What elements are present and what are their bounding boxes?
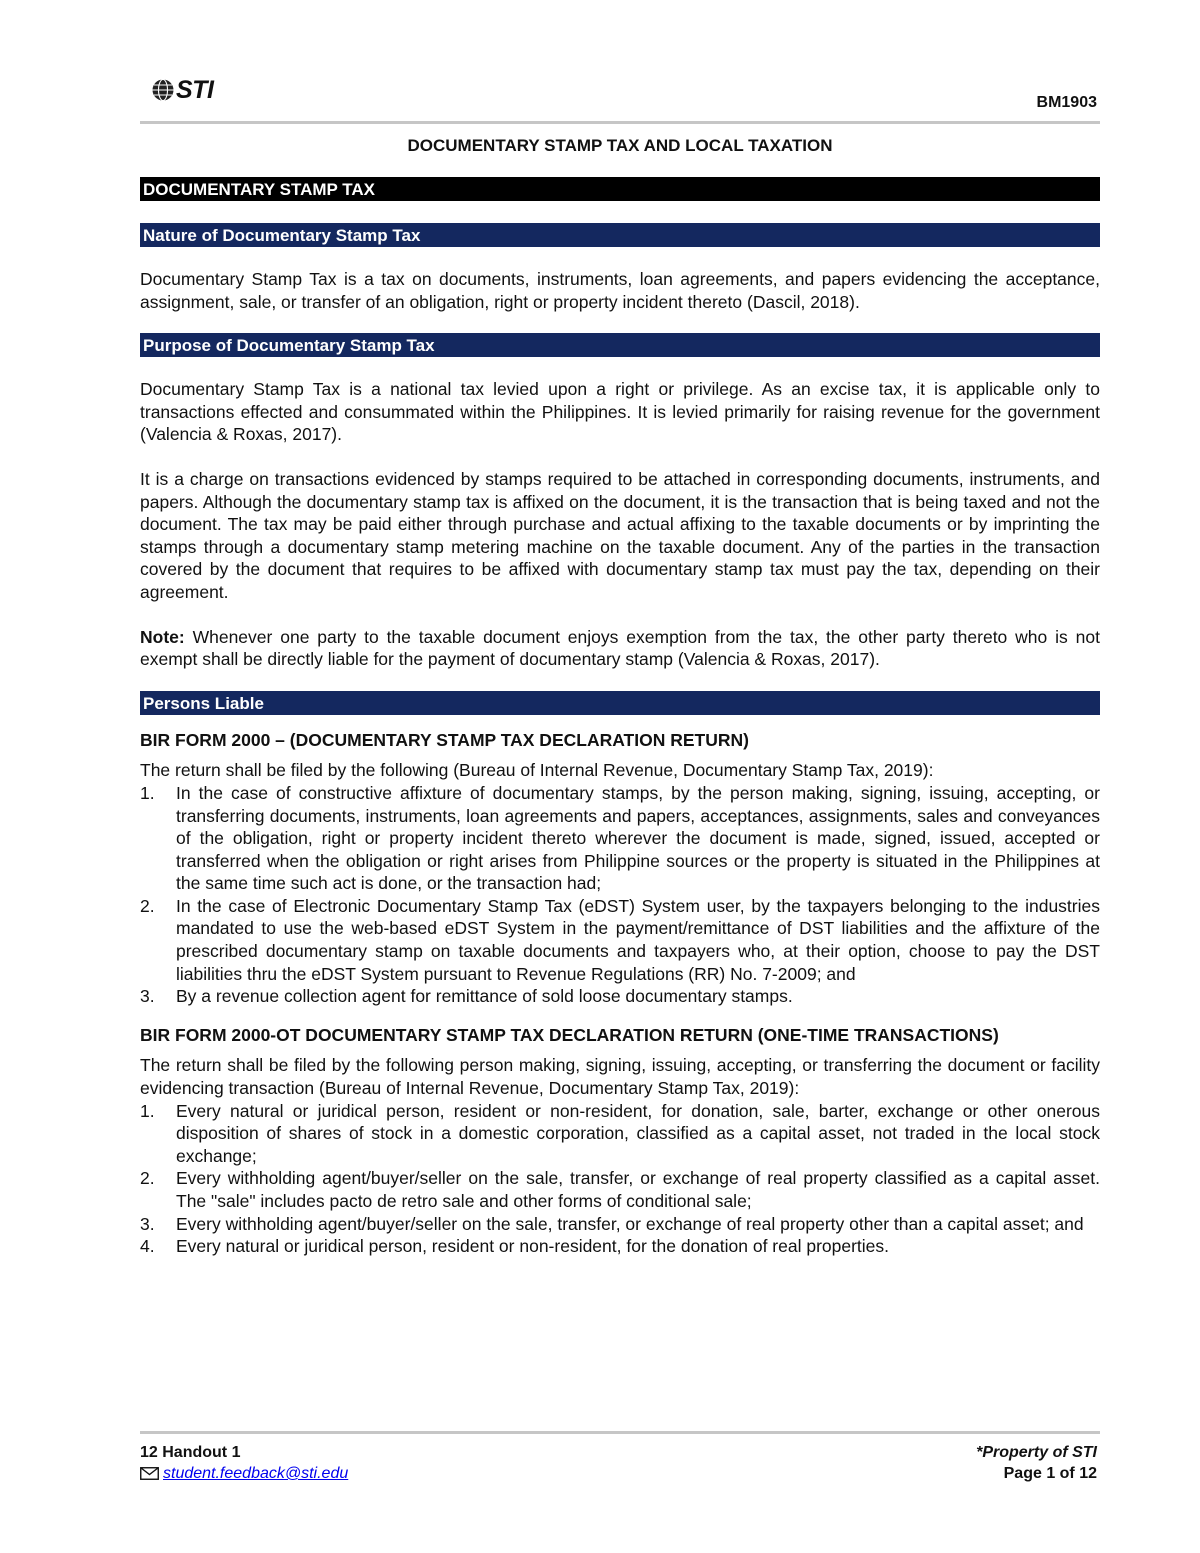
form-2000-intro: The return shall be filed by the following (Bureau of Internal Revenue, Documentary Stamp Tax, 2019): bbox=[140, 760, 934, 781]
list-number: 2. bbox=[140, 1168, 155, 1189]
subsection-heading-nature: Nature of Documentary Stamp Tax bbox=[140, 223, 1100, 247]
logo-text: STI bbox=[176, 76, 214, 104]
globe-icon bbox=[151, 78, 175, 102]
note-text: Whenever one party to the taxable document enjoys exemption from the tax, the other party thereto who is not exempt shall be directly liable for the payment of documentary stamp (Valencia & Roxas, 2017). bbox=[140, 626, 1100, 670]
list-text: By a revenue collection agent for remittance of sold loose documentary stamps. bbox=[176, 986, 793, 1007]
form-2000-list bbox=[140, 782, 1100, 1008]
list-item bbox=[140, 1235, 1100, 1258]
feedback-email-link[interactable]: student.feedback@sti.edu bbox=[163, 1465, 349, 1482]
list-item bbox=[140, 1167, 1100, 1212]
document-title: DOCUMENTARY STAMP TAX AND LOCAL TAXATION bbox=[407, 136, 833, 155]
page-number: Page 1 of 12 bbox=[1003, 1465, 1097, 1482]
footer-divider bbox=[140, 1431, 1100, 1434]
list-item bbox=[140, 895, 1100, 985]
list-number: 3. bbox=[140, 1213, 155, 1234]
footer-right bbox=[976, 1442, 1097, 1484]
list-item bbox=[140, 985, 1100, 1008]
property-label: *Property of STI bbox=[976, 1444, 1097, 1461]
handout-label: 12 Handout 1 bbox=[140, 1444, 241, 1461]
list-item bbox=[140, 1213, 1100, 1236]
list-text: Every natural or juridical person, resident or non-resident, for donation, sale, barter, exchange or other onerous disposition of shares of stock in a domestic corporation, classified as a capital asset, not traded in the local stock exchange; bbox=[176, 1100, 1100, 1166]
envelope-icon bbox=[140, 1467, 159, 1480]
list-text: Every withholding agent/buyer/seller on the sale, transfer, or exchange of real property other than a capital asset; and bbox=[176, 1213, 1084, 1234]
document-body bbox=[140, 177, 1100, 1258]
list-number: 1. bbox=[140, 1100, 155, 1121]
list-text: In the case of Electronic Documentary Stamp Tax (eDST) System user, by the taxpayers belonging to the industries mandated to use the web-based eDST System in the payment/remittance of DST liabilities and the affixture of the prescribed documentary stamp on taxable documents and taxpayers who, at their option, choose to pay the DST liabilities thru the eDST System pursuant to Revenue Regulations (RR) No. 7-2009; and bbox=[176, 895, 1100, 984]
purpose-paragraph-2: It is a charge on transactions evidenced by stamps required to be attached in corresponding documents, instruments, and papers. Although the documentary stamp tax is affixed on the document, it is the transaction that is being taxed and not the document. The tax may be paid either through purchase and actual affixing to the taxable documents or by imprinting the stamps through a documentary stamp metering machine on the taxable document. Any of the parties in the transaction covered by the document that requires to be affixed with documentary stamp tax must pay the tax, depending on their agreement. bbox=[140, 468, 1100, 602]
list-number: 3. bbox=[140, 986, 155, 1007]
section-heading-dst: DOCUMENTARY STAMP TAX bbox=[140, 177, 1100, 201]
list-item bbox=[140, 782, 1100, 895]
note-label: Note: bbox=[140, 626, 185, 647]
header-divider bbox=[140, 121, 1100, 124]
form-2000-heading: BIR FORM 2000 – (DOCUMENTARY STAMP TAX DECLARATION RETURN) bbox=[140, 729, 749, 750]
list-number: 2. bbox=[140, 895, 155, 916]
list-item bbox=[140, 1100, 1100, 1168]
document-code: BM1903 bbox=[1036, 94, 1097, 111]
footer-left bbox=[140, 1442, 348, 1484]
sti-logo bbox=[151, 78, 213, 102]
list-text: In the case of constructive affixture of documentary stamps, by the person making, signing, issuing, accepting, or transferring documents, instruments, loan agreements and papers, acceptances, assignments, sales and conveyances of the obligation, right or property incident thereto wherever the document is made, signed, issued, accepted or transferred when the obligation or right arises from Philippine sources or the property is situated in the Philippines at the same time such act is done, or the transaction had; bbox=[176, 782, 1100, 894]
nature-paragraph: Documentary Stamp Tax is a tax on documents, instruments, loan agreements, and papers evidencing the acceptance, assignment, sale, or transfer of an obligation, right or property incident thereto (Dascil, 2018). bbox=[140, 269, 1100, 312]
subsection-heading-purpose: Purpose of Documentary Stamp Tax bbox=[140, 333, 1100, 357]
form-2000-ot-intro: The return shall be filed by the following person making, signing, issuing, accepting, or transferring the document or facility evidencing transaction (Bureau of Internal Revenue, Documentary Stamp Tax, 2019): bbox=[140, 1055, 1100, 1099]
note-paragraph bbox=[140, 626, 1100, 671]
list-number: 4. bbox=[140, 1236, 155, 1257]
form-2000-ot-heading: BIR FORM 2000-OT DOCUMENTARY STAMP TAX DECLARATION RETURN (ONE-TIME TRANSACTIONS) bbox=[140, 1024, 999, 1045]
subsection-heading-persons-liable: Persons Liable bbox=[140, 691, 1100, 715]
form-2000-ot-list bbox=[140, 1100, 1100, 1258]
list-number: 1. bbox=[140, 782, 155, 803]
footer-email-row bbox=[140, 1463, 348, 1484]
purpose-paragraph-1: Documentary Stamp Tax is a national tax levied upon a right or privilege. As an excise tax, it is applicable only to transactions effected and consummated within the Philippines. It is levied primarily for raising revenue for the government (Valencia & Roxas, 2017). bbox=[140, 379, 1100, 445]
list-text: Every natural or juridical person, resident or non-resident, for the donation of real properties. bbox=[176, 1236, 890, 1257]
list-text: Every withholding agent/buyer/seller on the sale, transfer, or exchange of real property classified as a capital asset. The "sale" includes pacto de retro sale and other forms of conditional sale; bbox=[176, 1168, 1100, 1211]
